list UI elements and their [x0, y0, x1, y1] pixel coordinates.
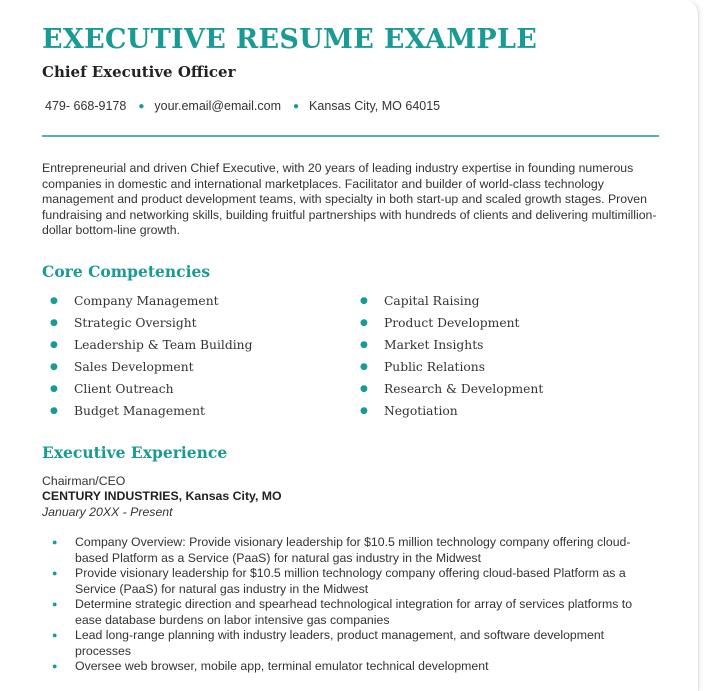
competencies-heading: Core Competencies — [42, 262, 211, 281]
bullet-dot-icon: ● — [50, 406, 58, 416]
list-item: ● Oversee web browser, mobile app, terminal emulator technical development — [42, 659, 652, 675]
list-item: ● Capital Raising — [360, 294, 480, 308]
bullet-dot-icon: ● — [52, 661, 58, 671]
contact-line — [45, 99, 440, 113]
bullet-dot-icon: ● — [52, 630, 58, 640]
bullet-dot-icon: ● — [360, 384, 368, 394]
resume-title: EXECUTIVE RESUME EXAMPLE — [42, 24, 538, 55]
bullet-dot-icon: ● — [50, 340, 58, 350]
competencies-right-list — [360, 290, 543, 422]
job-role: Chairman/CEO — [42, 474, 126, 488]
bullet-dot-icon: ● — [52, 599, 58, 609]
job-title: Chief Executive Officer — [42, 63, 236, 81]
list-item: ● Research & Development — [360, 382, 544, 396]
bullet-dot-icon: ● — [50, 384, 58, 394]
job-dates: January 20XX - Present — [42, 505, 173, 519]
job-company: CENTURY INDUSTRIES, Kansas City, MO — [42, 489, 282, 503]
list-item: ● Leadership & Team Building — [50, 338, 253, 352]
list-item: ● Lead long-range planning with industry leaders, product management, and software development processes — [42, 628, 652, 659]
bullet-dot-icon: ● — [138, 100, 145, 112]
email-address[interactable]: your.email@email.com — [154, 99, 281, 113]
list-item: ● Provide visionary leadership for $10.5 million technology company offering cloud-based Platform as a Service (PaaS) for natural gas industry in the Midwest — [42, 566, 652, 597]
list-item: ● Budget Management — [50, 404, 205, 418]
duties-list — [42, 535, 652, 675]
list-item: ● Determine strategic direction and spearhead technological integration for array of services platforms to ease database burdens on labor intensive gas companies — [42, 597, 652, 628]
list-item: ● Company Management — [50, 294, 219, 308]
bullet-dot-icon: ● — [360, 406, 368, 416]
bullet-dot-icon: ● — [50, 362, 58, 372]
bullet-dot-icon: ● — [52, 568, 58, 578]
list-item: ● Negotiation — [360, 404, 458, 418]
bullet-dot-icon: ● — [360, 318, 368, 328]
list-item: ● Product Development — [360, 316, 520, 330]
experience-heading: Executive Experience — [42, 443, 228, 462]
bullet-dot-icon: ● — [360, 340, 368, 350]
competencies-left-list — [50, 290, 252, 422]
bullet-dot-icon: ● — [360, 362, 368, 372]
header-divider — [42, 135, 659, 137]
list-item: ● Strategic Oversight — [50, 316, 197, 330]
list-item: ● Sales Development — [50, 360, 194, 374]
phone-number: 479- 668-9178 — [45, 99, 127, 113]
list-item: ● Public Relations — [360, 360, 486, 374]
location: Kansas City, MO 64015 — [309, 99, 441, 113]
list-item: ● Market Insights — [360, 338, 484, 352]
bullet-dot-icon: ● — [293, 100, 300, 112]
list-item: ● Client Outreach — [50, 382, 174, 396]
bullet-dot-icon: ● — [360, 296, 368, 306]
list-item: ● Company Overview: Provide visionary leadership for $10.5 million technology company offering cloud-based Platform as a Service (PaaS) for natural gas industry in the Midwest — [42, 535, 652, 566]
bullet-dot-icon: ● — [52, 537, 58, 547]
bullet-dot-icon: ● — [50, 318, 58, 328]
summary-paragraph: Entrepreneurial and driven Chief Executive, with 20 years of leading industry expertise in founding numerous companies in domestic and international marketplaces. Facilitator and builder of world-class technology management and product development teams, with specialty in both start-up and scaled growth stages. Proven fundraising and networking skills, building fruitful partnerships with hundreds of clients and delivering multimillion-dollar bottom-line growth. — [42, 161, 657, 237]
bullet-dot-icon: ● — [50, 296, 58, 306]
